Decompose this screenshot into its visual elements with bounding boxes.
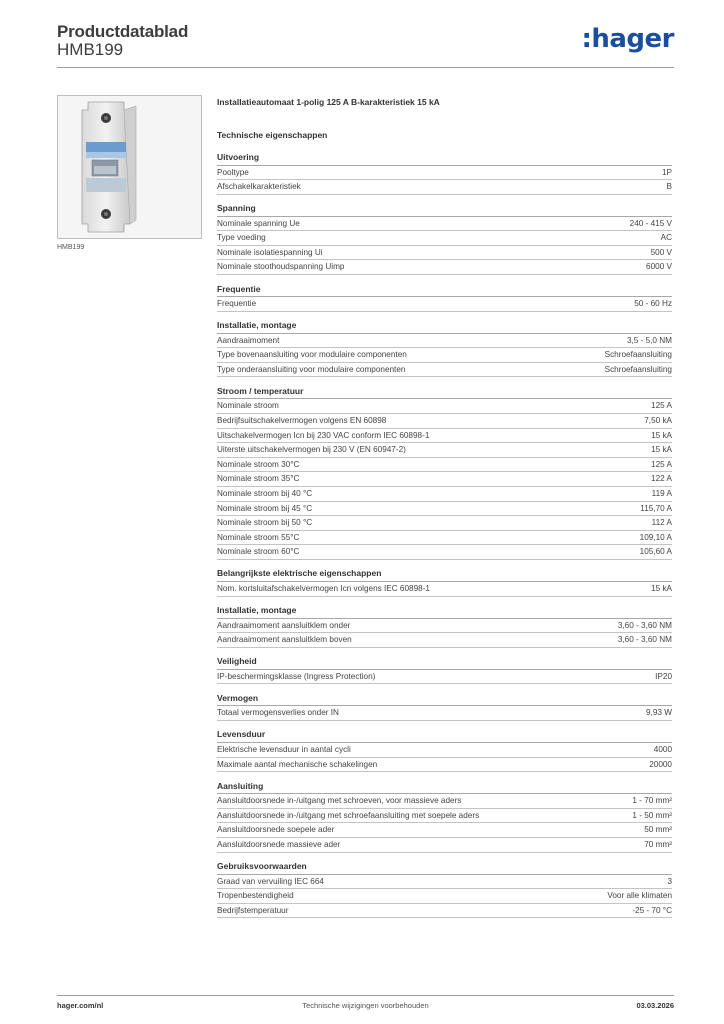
spec-value: 7,50 kA <box>644 416 672 426</box>
spec-label: Maximale aantal mechanische schakelingen <box>217 759 378 769</box>
spec-row <box>217 904 672 919</box>
spec-value: Voor alle klimaten <box>607 891 672 901</box>
page-header <box>57 20 674 68</box>
spec-label: Aansluitdoorsnede in-/uitgang met schroeven, voor massieve aders <box>217 796 462 806</box>
spec-label: Graad van vervuiling IEC 664 <box>217 876 324 886</box>
section-title: Frequentie <box>217 283 672 298</box>
spec-label: Pooltype <box>217 167 249 177</box>
image-caption: HMB199 <box>57 244 85 251</box>
spec-value: 70 mm² <box>644 839 672 849</box>
spec-label: Aansluitdoorsnede soepele ader <box>217 825 335 835</box>
spec-label: Nominale stroom 60°C <box>217 547 300 557</box>
spec-row <box>217 531 672 546</box>
spec-row <box>217 334 672 349</box>
spec-label: Nominale stroom 30°C <box>217 459 300 469</box>
spec-label: Uitschakelvermogen Icn bij 230 VAC conform IEC 60898-1 <box>217 430 430 440</box>
section-title: Belangrijkste elektrische eigenschappen <box>217 567 672 582</box>
spec-value: IP20 <box>655 671 672 681</box>
spec-row <box>217 458 672 473</box>
spec-sections <box>217 151 672 918</box>
spec-value: 115,70 A <box>640 503 672 513</box>
spec-value: 3 <box>667 876 672 886</box>
spec-label: Bedrijfsuitschakelvermogen volgens EN 60898 <box>217 416 387 426</box>
spec-value: Schroefaansluiting <box>604 350 672 360</box>
spec-row <box>217 706 672 721</box>
spec-label: Uiterste uitschakelvermogen bij 230 V (EN 60947-2) <box>217 445 406 455</box>
spec-label: Tropenbestendigheid <box>217 891 294 901</box>
spec-value: 15 kA <box>651 445 672 455</box>
spec-value: 1 - 70 mm² <box>632 796 672 806</box>
section-title: Installatie, montage <box>217 604 672 619</box>
spec-label: Frequentie <box>217 299 257 309</box>
section-title: Installatie, montage <box>217 319 672 334</box>
tech-heading: Technische eigenschappen <box>217 130 328 140</box>
spec-label: Aandraaimoment aansluitklem onder <box>217 620 351 630</box>
spec-row <box>217 809 672 824</box>
spec-row <box>217 487 672 502</box>
spec-label: Bedrijfstemperatuur <box>217 905 289 915</box>
footer-disclaimer: Technische wijzigingen voorbehouden <box>302 1001 429 1010</box>
spec-label: Afschakelkarakteristiek <box>217 182 301 192</box>
spec-row <box>217 472 672 487</box>
spec-row <box>217 516 672 531</box>
spec-row <box>217 758 672 773</box>
spec-row <box>217 545 672 560</box>
spec-value: 112 A <box>651 518 672 528</box>
hager-logo: :hager <box>581 24 674 54</box>
spec-value: 3,5 - 5,0 NM <box>626 335 672 345</box>
spec-row <box>217 743 672 758</box>
spec-row <box>217 619 672 634</box>
spec-label: Type voeding <box>217 233 266 243</box>
spec-row <box>217 633 672 648</box>
spec-section <box>217 319 672 377</box>
spec-row <box>217 823 672 838</box>
spec-value: 240 - 415 V <box>629 218 672 228</box>
spec-label: Nominale stroom bij 50 °C <box>217 518 313 528</box>
spec-value: 1 - 50 mm² <box>632 810 672 820</box>
spec-value: 105,60 A <box>639 547 672 557</box>
spec-row <box>217 670 672 685</box>
spec-row <box>217 414 672 429</box>
section-title: Stroom / temperatuur <box>217 385 672 400</box>
circuit-breaker-illustration <box>58 96 201 238</box>
spec-section <box>217 567 672 596</box>
spec-value: -25 - 70 °C <box>632 905 672 915</box>
spec-section <box>217 385 672 560</box>
spec-label: Totaal vermogensverlies onder IN <box>217 708 339 718</box>
spec-row <box>217 875 672 890</box>
product-code: HMB199 <box>57 40 124 59</box>
spec-section <box>217 151 672 195</box>
product-image <box>57 95 202 239</box>
document-title: Productdatablad <box>57 22 189 41</box>
spec-row <box>217 217 672 232</box>
spec-value: 125 A <box>651 459 672 469</box>
spec-label: Type onderaansluiting voor modulaire componenten <box>217 364 406 374</box>
spec-label: Nominale stroom <box>217 401 279 411</box>
spec-section <box>217 780 672 853</box>
spec-row <box>217 582 672 597</box>
footer-website[interactable]: hager.com/nl <box>57 1001 104 1010</box>
spec-label: Aansluitdoorsnede massieve ader <box>217 839 341 849</box>
spec-row <box>217 166 672 181</box>
spec-row <box>217 231 672 246</box>
spec-section <box>217 604 672 648</box>
spec-row <box>217 429 672 444</box>
spec-value: 122 A <box>651 474 672 484</box>
spec-label: Aansluitdoorsnede in-/uitgang met schroefaansluiting met soepele aders <box>217 810 480 820</box>
spec-value: Schroefaansluiting <box>604 364 672 374</box>
spec-row <box>217 260 672 275</box>
spec-row <box>217 348 672 363</box>
spec-section <box>217 283 672 312</box>
spec-row <box>217 889 672 904</box>
spec-value: 50 - 60 Hz <box>634 299 672 309</box>
spec-value: 3,60 - 3,60 NM <box>617 635 672 645</box>
spec-label: Aandraaimoment aansluitklem boven <box>217 635 352 645</box>
spec-value: 20000 <box>649 759 672 769</box>
section-title: Levensduur <box>217 728 672 743</box>
spec-value: 119 A <box>651 489 672 498</box>
spec-label: IP-beschermingsklasse (Ingress Protection) <box>217 671 376 681</box>
section-title: Aansluiting <box>217 780 672 795</box>
spec-value: 6000 V <box>646 262 672 272</box>
spec-value: 3,60 - 3,60 NM <box>617 620 672 630</box>
spec-row <box>217 246 672 261</box>
spec-label: Nominale stroom 35°C <box>217 474 300 484</box>
spec-row <box>217 363 672 378</box>
spec-label: Nominale stroom bij 45 °C <box>217 503 313 513</box>
section-title: Veiligheid <box>217 655 672 670</box>
section-title: Vermogen <box>217 692 672 707</box>
section-title: Spanning <box>217 202 672 217</box>
spec-value: 500 V <box>650 247 672 257</box>
spec-label: Elektrische levensduur in aantal cycli <box>217 744 351 754</box>
section-title: Uitvoering <box>217 151 672 166</box>
spec-value: B <box>666 182 672 192</box>
spec-row <box>217 794 672 809</box>
spec-label: Aandraaimoment <box>217 335 280 345</box>
spec-row <box>217 443 672 458</box>
footer-date: 03.03.2026 <box>636 1001 674 1010</box>
spec-label: Nominale spanning Ue <box>217 218 300 228</box>
spec-section <box>217 655 672 684</box>
spec-content <box>217 96 672 926</box>
spec-label: Nominale isolatiespanning Ui <box>217 247 323 257</box>
spec-value: 1P <box>661 167 672 177</box>
spec-section <box>217 860 672 918</box>
spec-label: Nom. kortsluitafschakelvermogen Icn volgens IEC 60898-1 <box>217 583 430 593</box>
spec-value: 125 A <box>651 401 672 411</box>
spec-section <box>217 692 672 721</box>
spec-row <box>217 502 672 517</box>
spec-label: Nominale stoothoudspanning Uimp <box>217 262 345 272</box>
spec-row <box>217 297 672 312</box>
spec-row <box>217 399 672 414</box>
spec-value: 15 kA <box>651 430 672 440</box>
spec-section <box>217 728 672 772</box>
spec-value: 4000 <box>653 744 672 754</box>
spec-row <box>217 838 672 853</box>
spec-value: 15 kA <box>651 583 672 593</box>
spec-section <box>217 202 672 275</box>
section-title: Gebruiksvoorwaarden <box>217 860 672 875</box>
spec-value: 109,10 A <box>639 532 672 542</box>
spec-label: Nominale stroom bij 40 °C <box>217 489 313 498</box>
spec-row <box>217 180 672 195</box>
spec-value: 9,93 W <box>646 708 672 718</box>
page-footer <box>57 995 674 1015</box>
product-title: Installatieautomaat 1-polig 125 A B-karakteristiek 15 kA <box>217 97 440 107</box>
spec-label: Nominale stroom 55°C <box>217 532 300 542</box>
spec-label: Type bovenaansluiting voor modulaire componenten <box>217 350 407 360</box>
spec-value: 50 mm² <box>644 825 672 835</box>
spec-value: AC <box>660 233 672 243</box>
